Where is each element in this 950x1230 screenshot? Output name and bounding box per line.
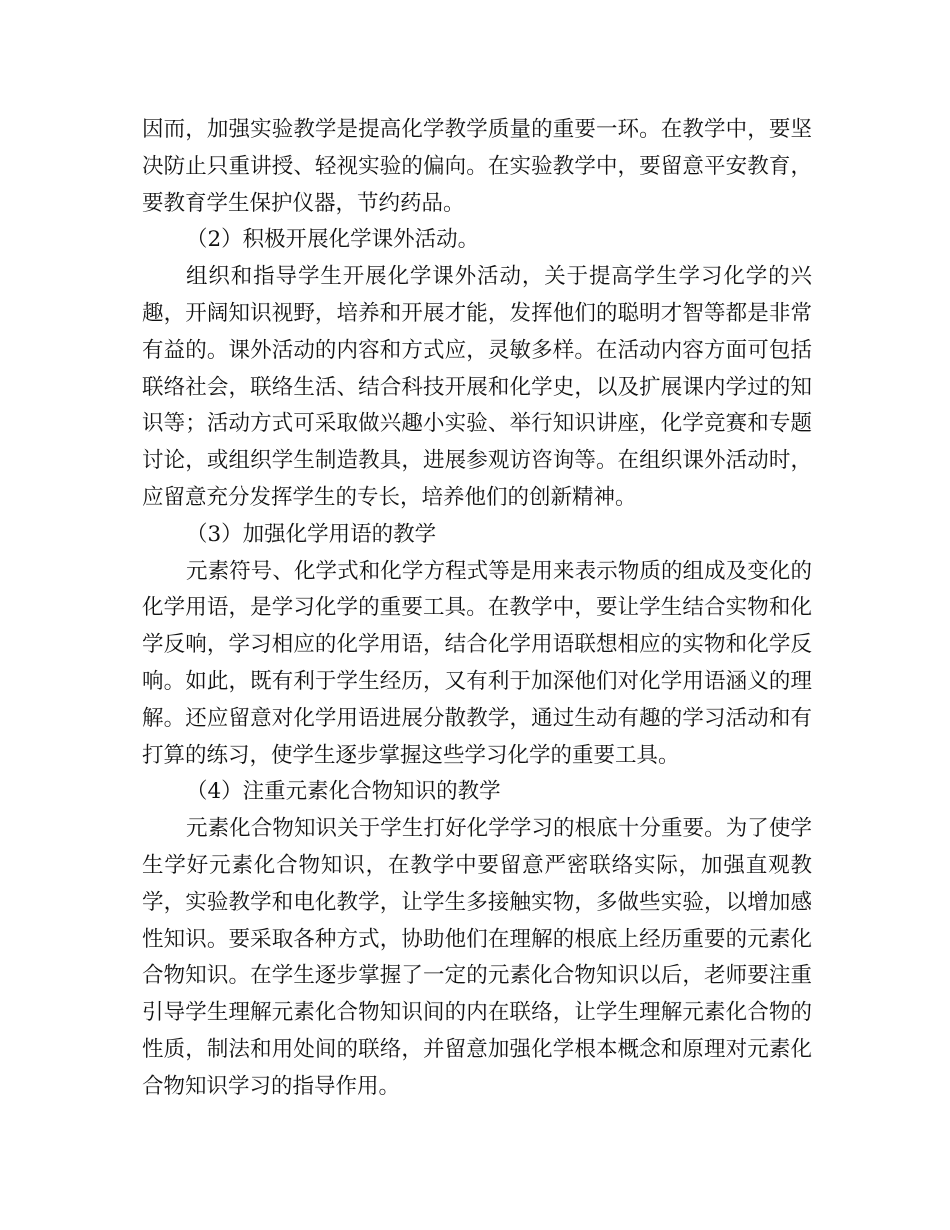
paragraph-element-compounds: 元素化合物知识关于学生打好化学学习的根底十分重要。为了使学生学好元素化合物知识，在教学中要留意严密联络实际，加强直观教学，实验教学和电化教学，让学生多接触实物，多做些实验，以增加感性知识。要采取各种方式，协助他们在理解的根底上经历重要的元素化合物知识。在学生逐步掌握了一定的元素化合物知识以后，老师要注重引导学生理解元素化合物知识间的内在联络，让学生理解元素化合物的性质，制法和用处间的联络，并留意加强化学根本概念和原理对元素化合物知识学习的指导作用。 (142, 816, 812, 1099)
paragraph-chemical-terms: 元素符号、化学式和化学方程式等是用来表示物质的组成及变化的化学用语，是学习化学的重要工具。在教学中，要让学生结合实物和化学反响，学习相应的化学用语，结合化学用语联想相应的实物和化学反响。如此，既有利于学生经历，又有利于加深他们对化学用语涵义的理解。还应留意对化学用语进展分散教学，通过生动有趣的学习活动和有打算的练习，使学生逐步掌握这些学习化学的重要工具。 (142, 558, 812, 768)
document-body (142, 112, 812, 1106)
paragraph-extracurricular: 组织和指导学生开展化学课外活动，关于提高学生学习化学的兴趣，开阔知识视野，培养和开展才能，发挥他们的聪明才智等都是非常有益的。课外活动的内容和方式应，灵敏多样。在活动内容方面可包括联络社会，联络生活、结合科技开展和化学史，以及扩展课内学过的知识等；活动方式可采取做兴趣小实验、举行知识讲座，化学竞赛和专题讨论，或组织学生制造教具，进展参观访咨询等。在组织课外活动时，应留意充分发挥学生的专长，培养他们的创新精神。 (142, 264, 812, 510)
paragraph-continued: 因而，加强实验教学是提高化学教学质量的重要一环。在教学中，要坚决防止只重讲授、轻视实验的偏向。在实验教学中，要留意平安教育，要教育学生保护仪器，节约药品。 (142, 117, 812, 216)
section-heading-3: （3）加强化学用语的教学 (186, 521, 437, 547)
section-heading-2: （2）积极开展化学课外活动。 (186, 227, 480, 253)
section-heading-4: （4）注重元素化合物知识的教学 (186, 779, 501, 805)
